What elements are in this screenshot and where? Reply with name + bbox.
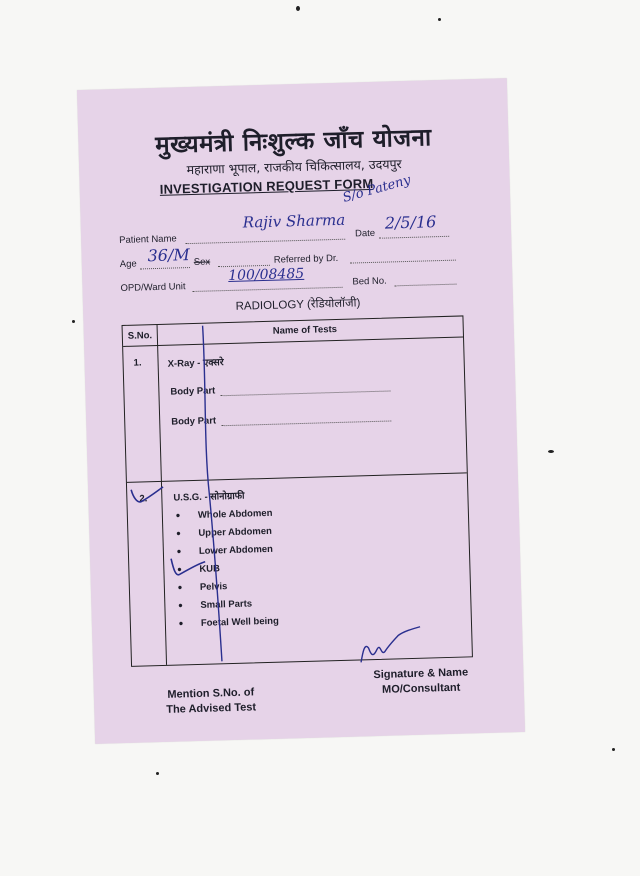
referred-by-label: Referred by Dr.: [273, 252, 339, 266]
scan-speck: [156, 772, 159, 775]
scan-speck: [612, 748, 615, 751]
age-value: 36/M: [147, 245, 190, 266]
handwritten-note: S/o Pateny: [341, 172, 413, 206]
mention-sno-note: [166, 685, 257, 717]
usg-item: • Upper Abdomen: [198, 526, 272, 539]
body-part-1-label: Body Part: [170, 385, 216, 398]
body-part-2-label: Body Part: [171, 415, 217, 428]
table-section-rule: [127, 472, 467, 482]
usg-item: • Pelvis: [200, 581, 228, 593]
mention-line-2: The Advised Test: [166, 701, 257, 716]
usg-sno: 2.: [139, 493, 148, 505]
table-header-rule: [123, 336, 463, 346]
form-title: INVESTIGATION REQUEST FORM: [159, 175, 374, 197]
usg-item: • Lower Abdomen: [199, 544, 273, 557]
xray-label: X-Ray - एक्सरे: [167, 357, 224, 370]
investigation-request-form: [77, 78, 525, 744]
sex-label: Sex: [193, 256, 211, 268]
usg-label: U.S.G. - सोनोग्राफी: [173, 490, 245, 504]
scan-speck: [438, 18, 441, 21]
scan-speck: [548, 450, 554, 453]
usg-item: • Foetal Well being: [201, 616, 279, 629]
opd-ward-value: 100/08485: [227, 265, 305, 284]
date-line: [379, 236, 449, 239]
opd-ward-label: OPD/Ward Unit: [120, 281, 186, 294]
body-part-2-line: [221, 420, 391, 426]
tests-table: [122, 315, 473, 666]
patient-name-value: Rajiv Sharma: [242, 210, 346, 232]
signature-mark: [354, 621, 425, 669]
body-part-1-line: [221, 390, 391, 396]
pen-stroke-vertical: [193, 323, 232, 664]
radiology-title: RADIOLOGY (रेडियोलॉजी): [235, 297, 361, 313]
signature-line-2: MO/Consultant: [381, 681, 461, 696]
referred-by-line: [350, 260, 456, 264]
date-label: Date: [354, 227, 376, 240]
hospital-name: महाराणा भूपाल, राजकीय चिकित्सालय, उदयपुर: [186, 156, 402, 178]
tests-header: Name of Tests: [272, 323, 338, 337]
mention-line-1: Mention S.No. of: [167, 686, 255, 701]
patient-name-line: [185, 239, 345, 244]
tick-mark-usg: [129, 483, 166, 508]
tick-mark-kub: [167, 554, 208, 581]
xray-sno: 1.: [133, 357, 142, 369]
bed-no-line: [395, 284, 457, 287]
age-label: Age: [119, 258, 137, 270]
scheme-title: मुख्यमंत्री निःशुल्क जाँच योजना: [154, 123, 433, 159]
age-line: [140, 267, 190, 269]
opd-ward-line: [193, 287, 343, 292]
signature-line-1: Signature & Name: [373, 666, 469, 682]
bed-no-label: Bed No.: [352, 275, 387, 288]
sno-header: S.No.: [127, 330, 153, 342]
usg-item: • Whole Abdomen: [198, 508, 273, 521]
scan-speck: [72, 320, 75, 323]
date-value: 2/5/16: [384, 212, 437, 233]
usg-item: • KUB: [199, 563, 220, 575]
patient-name-label: Patient Name: [119, 233, 177, 247]
usg-item: • Small Parts: [200, 598, 252, 610]
scan-speck: [296, 6, 300, 11]
signature-block: [373, 665, 469, 698]
